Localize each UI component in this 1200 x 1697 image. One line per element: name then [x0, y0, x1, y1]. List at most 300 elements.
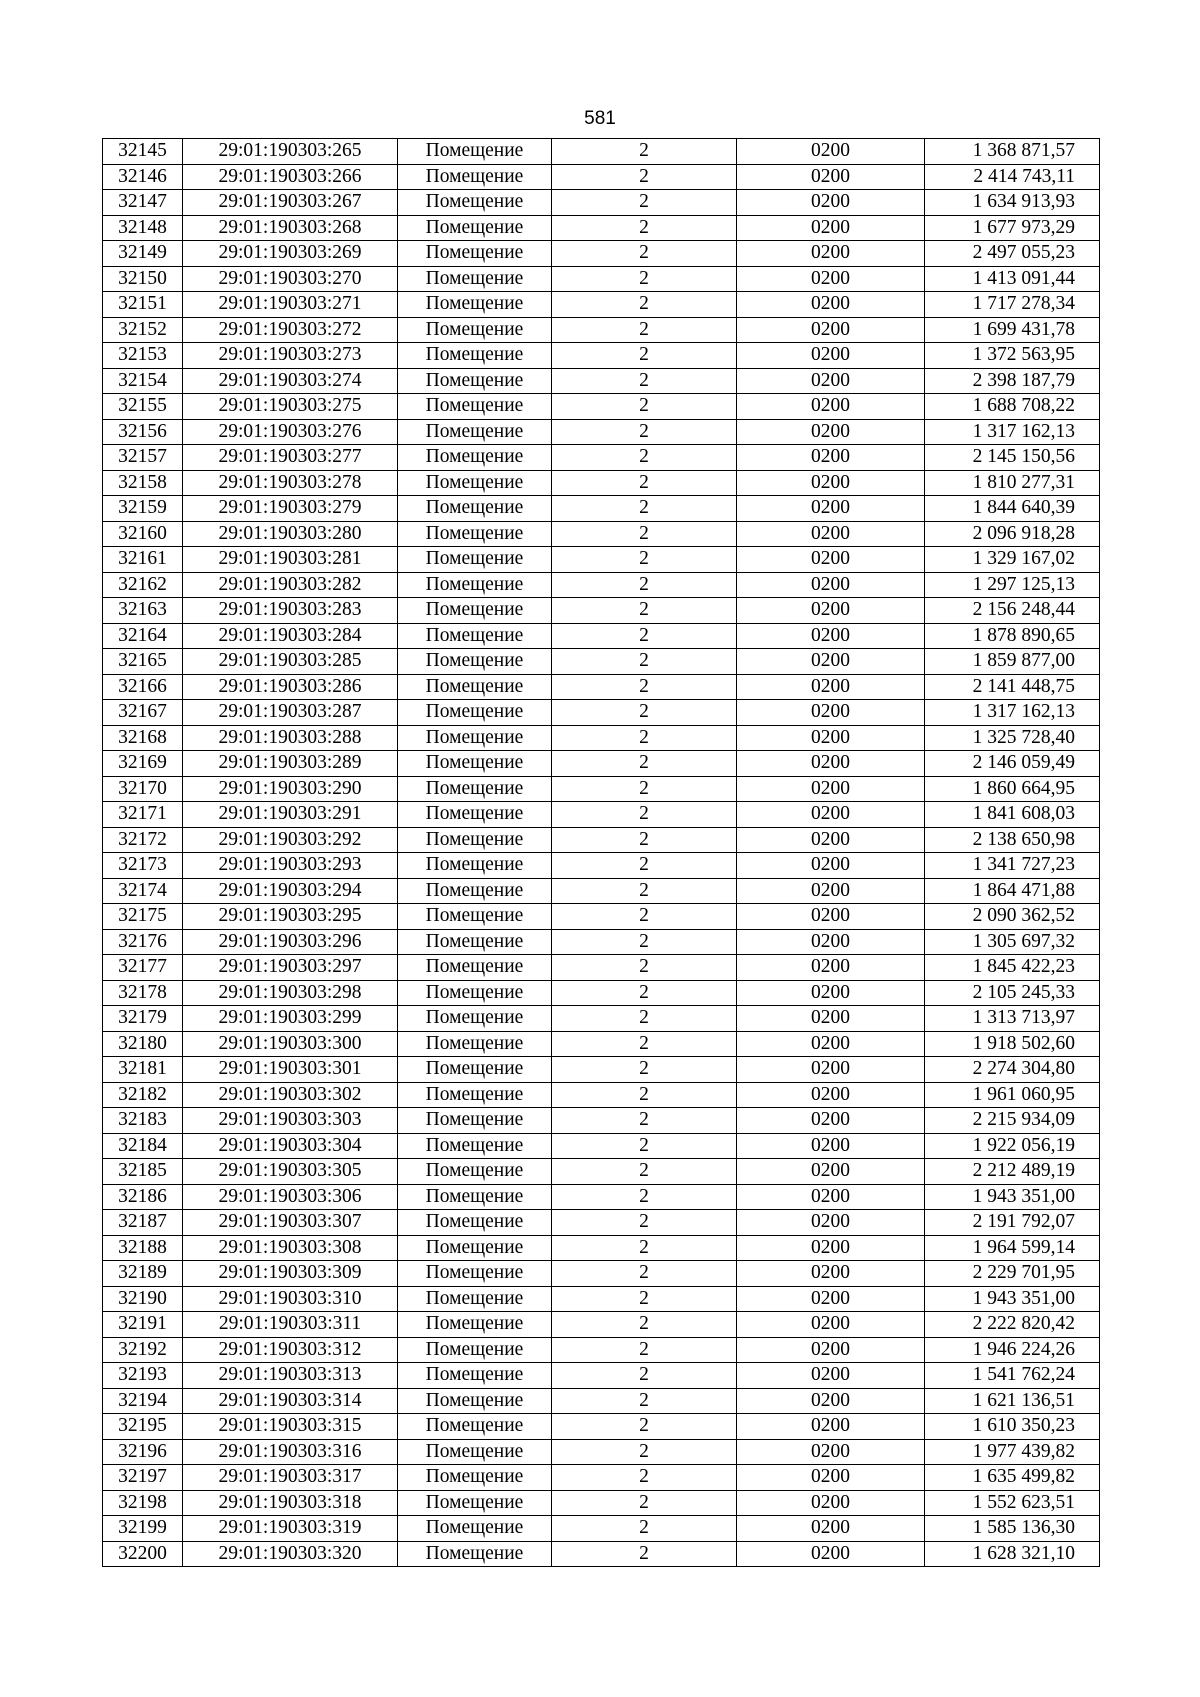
table-row: [103, 1388, 1100, 1414]
row-number-cell: 32183: [103, 1108, 183, 1134]
table-row: [103, 215, 1100, 241]
table-row: [103, 1057, 1100, 1083]
row-number-cell: 32179: [103, 1006, 183, 1032]
category-cell: 2: [552, 853, 737, 879]
object-type-cell: Помещение: [398, 955, 552, 981]
category-cell: 2: [552, 266, 737, 292]
cadastral-number-cell: 29:01:190303:280: [183, 521, 398, 547]
table-row: [103, 1235, 1100, 1261]
cadastral-number-cell: 29:01:190303:320: [183, 1541, 398, 1567]
category-cell: 2: [552, 725, 737, 751]
cadastral-number-cell: 29:01:190303:275: [183, 394, 398, 420]
row-number-cell: 32154: [103, 368, 183, 394]
object-type-cell: Помещение: [398, 725, 552, 751]
category-cell: 2: [552, 368, 737, 394]
row-number-cell: 32187: [103, 1210, 183, 1236]
object-type-cell: Помещение: [398, 827, 552, 853]
row-number-cell: 32146: [103, 164, 183, 190]
cadastral-number-cell: 29:01:190303:319: [183, 1516, 398, 1542]
cadastral-value-cell: 1 541 762,24: [925, 1363, 1100, 1389]
category-cell: 2: [552, 751, 737, 777]
row-number-cell: 32171: [103, 802, 183, 828]
object-type-cell: Помещение: [398, 1286, 552, 1312]
table-row: [103, 1541, 1100, 1567]
cadastral-number-cell: 29:01:190303:298: [183, 980, 398, 1006]
cadastral-number-cell: 29:01:190303:285: [183, 649, 398, 675]
cadastral-value-cell: 1 878 890,65: [925, 623, 1100, 649]
cadastral-value-cell: 1 717 278,34: [925, 292, 1100, 318]
object-type-cell: Помещение: [398, 292, 552, 318]
category-cell: 2: [552, 1439, 737, 1465]
code-cell: 0200: [737, 980, 925, 1006]
row-number-cell: 32188: [103, 1235, 183, 1261]
category-cell: 2: [552, 1516, 737, 1542]
cadastral-value-cell: 1 964 599,14: [925, 1235, 1100, 1261]
row-number-cell: 32148: [103, 215, 183, 241]
cadastral-number-cell: 29:01:190303:274: [183, 368, 398, 394]
object-type-cell: Помещение: [398, 547, 552, 573]
table-row: [103, 241, 1100, 267]
object-type-cell: Помещение: [398, 878, 552, 904]
code-cell: 0200: [737, 1159, 925, 1185]
category-cell: 2: [552, 878, 737, 904]
cadastral-value-cell: 2 222 820,42: [925, 1312, 1100, 1338]
table-row: [103, 1006, 1100, 1032]
cadastral-value-cell: 1 628 321,10: [925, 1541, 1100, 1567]
code-cell: 0200: [737, 1057, 925, 1083]
table-row: [103, 853, 1100, 879]
code-cell: 0200: [737, 929, 925, 955]
code-cell: 0200: [737, 521, 925, 547]
cadastral-number-cell: 29:01:190303:317: [183, 1465, 398, 1491]
cadastral-number-cell: 29:01:190303:269: [183, 241, 398, 267]
code-cell: 0200: [737, 1235, 925, 1261]
object-type-cell: Помещение: [398, 1006, 552, 1032]
code-cell: 0200: [737, 1082, 925, 1108]
object-type-cell: Помещение: [398, 700, 552, 726]
cadastral-value-cell: 2 141 448,75: [925, 674, 1100, 700]
code-cell: 0200: [737, 878, 925, 904]
table-row: [103, 827, 1100, 853]
object-type-cell: Помещение: [398, 164, 552, 190]
code-cell: 0200: [737, 1337, 925, 1363]
row-number-cell: 32195: [103, 1414, 183, 1440]
code-cell: 0200: [737, 700, 925, 726]
object-type-cell: Помещение: [398, 1414, 552, 1440]
category-cell: 2: [552, 1082, 737, 1108]
code-cell: 0200: [737, 776, 925, 802]
code-cell: 0200: [737, 955, 925, 981]
code-cell: 0200: [737, 1541, 925, 1567]
row-number-cell: 32153: [103, 343, 183, 369]
row-number-cell: 32150: [103, 266, 183, 292]
row-number-cell: 32172: [103, 827, 183, 853]
cadastral-value-cell: 1 621 136,51: [925, 1388, 1100, 1414]
cadastral-number-cell: 29:01:190303:308: [183, 1235, 398, 1261]
row-number-cell: 32190: [103, 1286, 183, 1312]
cadastral-value-cell: 1 313 713,97: [925, 1006, 1100, 1032]
code-cell: 0200: [737, 139, 925, 165]
code-cell: 0200: [737, 368, 925, 394]
cadastral-number-cell: 29:01:190303:273: [183, 343, 398, 369]
row-number-cell: 32181: [103, 1057, 183, 1083]
table-row: [103, 547, 1100, 573]
row-number-cell: 32174: [103, 878, 183, 904]
code-cell: 0200: [737, 470, 925, 496]
category-cell: 2: [552, 1261, 737, 1287]
code-cell: 0200: [737, 1388, 925, 1414]
cadastral-value-cell: 1 859 877,00: [925, 649, 1100, 675]
cadastral-number-cell: 29:01:190303:297: [183, 955, 398, 981]
object-type-cell: Помещение: [398, 1031, 552, 1057]
category-cell: 2: [552, 547, 737, 573]
object-type-cell: Помещение: [398, 343, 552, 369]
category-cell: 2: [552, 496, 737, 522]
table-row: [103, 1490, 1100, 1516]
cadastral-value-cell: 1 688 708,22: [925, 394, 1100, 420]
cadastral-value-cell: 1 922 056,19: [925, 1133, 1100, 1159]
cadastral-value-table: [102, 138, 1100, 1567]
cadastral-value-cell: 2 156 248,44: [925, 598, 1100, 624]
table-row: [103, 1210, 1100, 1236]
object-type-cell: Помещение: [398, 1159, 552, 1185]
category-cell: 2: [552, 1235, 737, 1261]
code-cell: 0200: [737, 292, 925, 318]
row-number-cell: 32145: [103, 139, 183, 165]
category-cell: 2: [552, 802, 737, 828]
cadastral-number-cell: 29:01:190303:272: [183, 317, 398, 343]
table-row: [103, 1439, 1100, 1465]
cadastral-number-cell: 29:01:190303:268: [183, 215, 398, 241]
code-cell: 0200: [737, 598, 925, 624]
cadastral-value-cell: 2 090 362,52: [925, 904, 1100, 930]
row-number-cell: 32194: [103, 1388, 183, 1414]
cadastral-number-cell: 29:01:190303:296: [183, 929, 398, 955]
cadastral-value-cell: 2 145 150,56: [925, 445, 1100, 471]
table-row: [103, 266, 1100, 292]
code-cell: 0200: [737, 547, 925, 573]
category-cell: 2: [552, 1184, 737, 1210]
row-number-cell: 32159: [103, 496, 183, 522]
object-type-cell: Помещение: [398, 1516, 552, 1542]
cadastral-number-cell: 29:01:190303:295: [183, 904, 398, 930]
table-row: [103, 190, 1100, 216]
object-type-cell: Помещение: [398, 1465, 552, 1491]
table-row: [103, 878, 1100, 904]
code-cell: 0200: [737, 904, 925, 930]
object-type-cell: Помещение: [398, 266, 552, 292]
cadastral-value-cell: 2 138 650,98: [925, 827, 1100, 853]
row-number-cell: 32163: [103, 598, 183, 624]
cadastral-value-cell: 1 844 640,39: [925, 496, 1100, 522]
code-cell: 0200: [737, 1133, 925, 1159]
cadastral-value-cell: 1 305 697,32: [925, 929, 1100, 955]
cadastral-number-cell: 29:01:190303:301: [183, 1057, 398, 1083]
code-cell: 0200: [737, 1465, 925, 1491]
row-number-cell: 32149: [103, 241, 183, 267]
category-cell: 2: [552, 598, 737, 624]
row-number-cell: 32200: [103, 1541, 183, 1567]
object-type-cell: Помещение: [398, 215, 552, 241]
table-row: [103, 776, 1100, 802]
category-cell: 2: [552, 1057, 737, 1083]
code-cell: 0200: [737, 241, 925, 267]
code-cell: 0200: [737, 623, 925, 649]
code-cell: 0200: [737, 1031, 925, 1057]
row-number-cell: 32155: [103, 394, 183, 420]
row-number-cell: 32170: [103, 776, 183, 802]
category-cell: 2: [552, 1108, 737, 1134]
cadastral-number-cell: 29:01:190303:313: [183, 1363, 398, 1389]
row-number-cell: 32157: [103, 445, 183, 471]
category-cell: 2: [552, 1006, 737, 1032]
row-number-cell: 32191: [103, 1312, 183, 1338]
category-cell: 2: [552, 445, 737, 471]
row-number-cell: 32151: [103, 292, 183, 318]
cadastral-value-cell: 1 610 350,23: [925, 1414, 1100, 1440]
table-body: [103, 139, 1100, 1567]
cadastral-value-cell: 1 943 351,00: [925, 1184, 1100, 1210]
table-row: [103, 1465, 1100, 1491]
table-row: [103, 1184, 1100, 1210]
category-cell: 2: [552, 139, 737, 165]
cadastral-number-cell: 29:01:190303:282: [183, 572, 398, 598]
category-cell: 2: [552, 1337, 737, 1363]
category-cell: 2: [552, 700, 737, 726]
code-cell: 0200: [737, 419, 925, 445]
code-cell: 0200: [737, 1490, 925, 1516]
table-row: [103, 904, 1100, 930]
table-row: [103, 1261, 1100, 1287]
object-type-cell: Помещение: [398, 394, 552, 420]
row-number-cell: 32185: [103, 1159, 183, 1185]
category-cell: 2: [552, 674, 737, 700]
code-cell: 0200: [737, 215, 925, 241]
table-row: [103, 343, 1100, 369]
row-number-cell: 32178: [103, 980, 183, 1006]
cadastral-value-cell: 1 635 499,82: [925, 1465, 1100, 1491]
table-row: [103, 1108, 1100, 1134]
category-cell: 2: [552, 1388, 737, 1414]
table-row: [103, 955, 1100, 981]
object-type-cell: Помещение: [398, 241, 552, 267]
code-cell: 0200: [737, 725, 925, 751]
category-cell: 2: [552, 929, 737, 955]
row-number-cell: 32160: [103, 521, 183, 547]
cadastral-number-cell: 29:01:190303:293: [183, 853, 398, 879]
cadastral-value-cell: 1 317 162,13: [925, 419, 1100, 445]
object-type-cell: Помещение: [398, 980, 552, 1006]
code-cell: 0200: [737, 190, 925, 216]
cadastral-number-cell: 29:01:190303:311: [183, 1312, 398, 1338]
cadastral-number-cell: 29:01:190303:309: [183, 1261, 398, 1287]
object-type-cell: Помещение: [398, 521, 552, 547]
table-row: [103, 419, 1100, 445]
object-type-cell: Помещение: [398, 1490, 552, 1516]
code-cell: 0200: [737, 1363, 925, 1389]
cadastral-number-cell: 29:01:190303:270: [183, 266, 398, 292]
row-number-cell: 32193: [103, 1363, 183, 1389]
table-row: [103, 164, 1100, 190]
table-row: [103, 1337, 1100, 1363]
row-number-cell: 32169: [103, 751, 183, 777]
object-type-cell: Помещение: [398, 572, 552, 598]
cadastral-number-cell: 29:01:190303:302: [183, 1082, 398, 1108]
object-type-cell: Помещение: [398, 1184, 552, 1210]
cadastral-number-cell: 29:01:190303:278: [183, 470, 398, 496]
cadastral-value-cell: 2 398 187,79: [925, 368, 1100, 394]
cadastral-value-cell: 1 943 351,00: [925, 1286, 1100, 1312]
table-row: [103, 1516, 1100, 1542]
table-row: [103, 1133, 1100, 1159]
cadastral-number-cell: 29:01:190303:284: [183, 623, 398, 649]
table-row: [103, 725, 1100, 751]
cadastral-number-cell: 29:01:190303:310: [183, 1286, 398, 1312]
object-type-cell: Помещение: [398, 1261, 552, 1287]
object-type-cell: Помещение: [398, 802, 552, 828]
cadastral-number-cell: 29:01:190303:316: [183, 1439, 398, 1465]
category-cell: 2: [552, 1286, 737, 1312]
cadastral-number-cell: 29:01:190303:286: [183, 674, 398, 700]
object-type-cell: Помещение: [398, 1057, 552, 1083]
cadastral-number-cell: 29:01:190303:300: [183, 1031, 398, 1057]
object-type-cell: Помещение: [398, 776, 552, 802]
cadastral-number-cell: 29:01:190303:271: [183, 292, 398, 318]
table-row: [103, 1312, 1100, 1338]
cadastral-number-cell: 29:01:190303:265: [183, 139, 398, 165]
category-cell: 2: [552, 1159, 737, 1185]
object-type-cell: Помещение: [398, 1363, 552, 1389]
code-cell: 0200: [737, 1516, 925, 1542]
object-type-cell: Помещение: [398, 1439, 552, 1465]
row-number-cell: 32168: [103, 725, 183, 751]
row-number-cell: 32165: [103, 649, 183, 675]
code-cell: 0200: [737, 1006, 925, 1032]
cadastral-number-cell: 29:01:190303:288: [183, 725, 398, 751]
table-row: [103, 1363, 1100, 1389]
object-type-cell: Помещение: [398, 853, 552, 879]
cadastral-value-cell: 1 810 277,31: [925, 470, 1100, 496]
category-cell: 2: [552, 955, 737, 981]
object-type-cell: Помещение: [398, 674, 552, 700]
object-type-cell: Помещение: [398, 751, 552, 777]
object-type-cell: Помещение: [398, 419, 552, 445]
cadastral-value-cell: 1 329 167,02: [925, 547, 1100, 573]
cadastral-number-cell: 29:01:190303:303: [183, 1108, 398, 1134]
table-row: [103, 1414, 1100, 1440]
cadastral-value-cell: 2 215 934,09: [925, 1108, 1100, 1134]
category-cell: 2: [552, 1133, 737, 1159]
category-cell: 2: [552, 215, 737, 241]
cadastral-value-cell: 2 146 059,49: [925, 751, 1100, 777]
object-type-cell: Помещение: [398, 1312, 552, 1338]
table-row: [103, 292, 1100, 318]
row-number-cell: 32196: [103, 1439, 183, 1465]
object-type-cell: Помещение: [398, 445, 552, 471]
object-type-cell: Помещение: [398, 1235, 552, 1261]
row-number-cell: 32176: [103, 929, 183, 955]
row-number-cell: 32167: [103, 700, 183, 726]
row-number-cell: 32152: [103, 317, 183, 343]
code-cell: 0200: [737, 751, 925, 777]
category-cell: 2: [552, 1465, 737, 1491]
row-number-cell: 32189: [103, 1261, 183, 1287]
object-type-cell: Помещение: [398, 1337, 552, 1363]
code-cell: 0200: [737, 496, 925, 522]
cadastral-value-cell: 2 497 055,23: [925, 241, 1100, 267]
object-type-cell: Помещение: [398, 904, 552, 930]
category-cell: 2: [552, 1210, 737, 1236]
cadastral-value-cell: 2 212 489,19: [925, 1159, 1100, 1185]
code-cell: 0200: [737, 1439, 925, 1465]
row-number-cell: 32147: [103, 190, 183, 216]
cadastral-value-cell: 2 105 245,33: [925, 980, 1100, 1006]
category-cell: 2: [552, 470, 737, 496]
cadastral-number-cell: 29:01:190303:283: [183, 598, 398, 624]
cadastral-value-cell: 2 274 304,80: [925, 1057, 1100, 1083]
category-cell: 2: [552, 241, 737, 267]
table-row: [103, 445, 1100, 471]
table-row: [103, 1082, 1100, 1108]
table-row: [103, 751, 1100, 777]
cadastral-value-cell: 1 961 060,95: [925, 1082, 1100, 1108]
row-number-cell: 32175: [103, 904, 183, 930]
cadastral-number-cell: 29:01:190303:306: [183, 1184, 398, 1210]
category-cell: 2: [552, 572, 737, 598]
category-cell: 2: [552, 1312, 737, 1338]
object-type-cell: Помещение: [398, 1082, 552, 1108]
cadastral-number-cell: 29:01:190303:266: [183, 164, 398, 190]
category-cell: 2: [552, 1031, 737, 1057]
code-cell: 0200: [737, 1184, 925, 1210]
code-cell: 0200: [737, 394, 925, 420]
cadastral-value-cell: 2 191 792,07: [925, 1210, 1100, 1236]
table-row: [103, 929, 1100, 955]
object-type-cell: Помещение: [398, 1108, 552, 1134]
code-cell: 0200: [737, 674, 925, 700]
table-row: [103, 139, 1100, 165]
category-cell: 2: [552, 343, 737, 369]
table-row: [103, 521, 1100, 547]
cadastral-value-cell: 1 864 471,88: [925, 878, 1100, 904]
code-cell: 0200: [737, 1312, 925, 1338]
row-number-cell: 32192: [103, 1337, 183, 1363]
cadastral-number-cell: 29:01:190303:305: [183, 1159, 398, 1185]
category-cell: 2: [552, 827, 737, 853]
cadastral-number-cell: 29:01:190303:299: [183, 1006, 398, 1032]
cadastral-value-cell: 1 413 091,44: [925, 266, 1100, 292]
code-cell: 0200: [737, 827, 925, 853]
category-cell: 2: [552, 394, 737, 420]
page-number: 581: [584, 108, 616, 129]
row-number-cell: 32166: [103, 674, 183, 700]
cadastral-value-cell: 1 368 871,57: [925, 139, 1100, 165]
object-type-cell: Помещение: [398, 368, 552, 394]
object-type-cell: Помещение: [398, 929, 552, 955]
table-row: [103, 700, 1100, 726]
cadastral-value-cell: 1 325 728,40: [925, 725, 1100, 751]
cadastral-number-cell: 29:01:190303:294: [183, 878, 398, 904]
table-row: [103, 317, 1100, 343]
cadastral-value-cell: 1 841 608,03: [925, 802, 1100, 828]
table-row: [103, 470, 1100, 496]
cadastral-number-cell: 29:01:190303:277: [183, 445, 398, 471]
cadastral-number-cell: 29:01:190303:289: [183, 751, 398, 777]
row-number-cell: 32199: [103, 1516, 183, 1542]
object-type-cell: Помещение: [398, 470, 552, 496]
code-cell: 0200: [737, 1286, 925, 1312]
cadastral-value-cell: 1 977 439,82: [925, 1439, 1100, 1465]
